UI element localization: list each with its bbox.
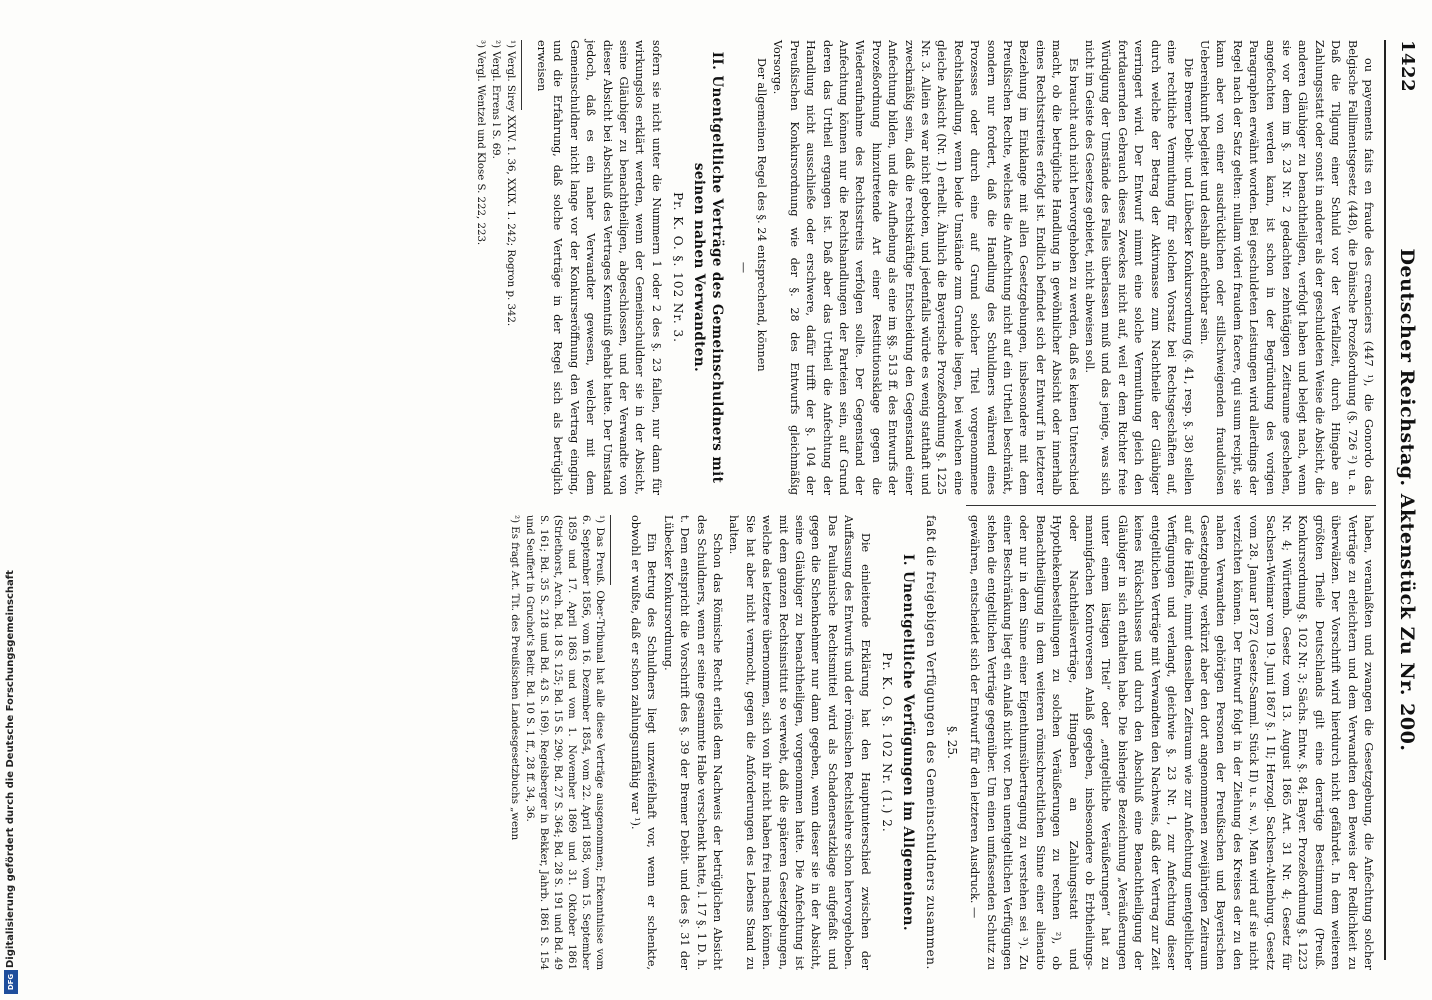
footnote: ¹) Das Preuß. Ober-Tribunal hat alle diese Verträge ausgenommen; Erkenntnisse vom 6. September 1856, vom 16. Dezember 1854, vom 22. April 1858, vom 15. September 1859 und 17. April 1863 und vom 1. November 1869 und 31. Oktober 1861 (Striethorst, Arch. Bd. 18 S. 125; Bd. 15 S. 290; Bd. 27 S. 364; Bd. 28 S. 191 und Bd. 49 S. 161; Bd. 35 S. 218 und Bd. 43 S. 169). Regelsberger in Bekker, Jahrb. 1861 S. 154 und Seuffert in Gruchot's Beitr. Bd. 10 S. 1 ff., 28 ff. 34, 36.: [523, 515, 605, 970]
left-paragraph: Die Bremer Debit- und Lübecker Konkursordnung (§. 41, resp. §. 38) stellen eine rechtliche Vermuthung für solchen Vorsatz bei Rechtsgeschäften auf, durch welche der Betrag der Aktivmasse zum Nachtheile der Gläubiger verringert wird. Der Entwurf nimmt eine solche Vermuthung gleich den fortdauernden Gebrauch dieses Zweckes nicht auf, weil er dem Richter freie Würdigung der Umstände des Falles überlassen muß und das jenige, was sich nicht im Geiste des Gesetzes gebietet, nicht abweisen soll.: [1083, 40, 1195, 495]
right-section-paragraph: Die einleitende Erklärung hat den Hauptunterschied zwischen der Auffassung des Entwurfs und der römischen Rechtslehre schon hervorgehoben. Das Paulianische Rechtsmittel wird als Schadenersatzklage aufgefaßt und gegen die Schenknehmer nur dann gegeben, wenn dieser sie in der Absicht, seine Gläubiger zu benachtheiligen, vorgenommen hatte. Die Anfechtung ist mit dem ganzen Rechtsinstitut so verwebt, daß die späteren Gesetzgebungen, welche das letztere übernommen, sich von ihr nicht haben frei machen können. Sie hat aber nicht vermocht, gegen die Anforderungen des Lebens Stand zu halten.: [727, 515, 872, 970]
right-column: [507, 515, 1376, 970]
dfg-logo: DFG: [4, 970, 18, 994]
footnote: ¹) Vergl. Sirey XXIV. 1. 36, XXIX. 1. 242; Rogron p. 342.: [505, 40, 517, 327]
digitization-note: [0, 0, 22, 1000]
left-section-paragraph: sofern sie nicht unter die Nummern 1 oder 2 des §. 23 fallen, nur dann für wirkungslos erklärt werden, wenn der Gemeinschuldner sie in der Absicht, seine Gläubiger zu benachtheiligen, abgeschlossen, und der Verwandte von dieser Absicht bei Abschluß des Vertrages Kenntniß gehabt hatte. Der Umstand jedoch, daß es ein naher Verwandter gewesen, welcher mit dem Gemeinschuldner nicht lange vor der Konkurseröffnung den Vertrag einging, und die Erfahrung, daß solche Verträge in der Regel sich als betrüglich erweisen: [534, 40, 663, 495]
digitization-text: Digitalisierung gefördert durch die Deutsche Forschungsgemeinschaft: [5, 570, 16, 968]
footnote: ³) Vergl. Wentzel und Klose S. 222, 223.: [475, 40, 487, 246]
section-heading-ii: II. Unentgeltliche Verträge des Gemeinschuldners mit seinen nahen Verwandten.: [691, 51, 726, 484]
right-paragraph: haben, veranlaßten und zwangen die Gesetzgebung, die Anfechtung solcher Verträge zu erleichtern und dem Verwandten den Beweis der Redlichkeit zu überwälzen. Der Vorschrift wird hierdurch nicht gefährdet. In dem weiteren größten Theile Deutschlands gilt eine derartige Bestimmung (Preuß. Konkursordnung §. 102 Nr. 3; Sächs. Entw. §. 84; Bayer. Prozeßordnung §. 1223 Nr. 4; Württemb. Gesetz vom 13. August 1865 Art. 31 Nr. 4; Gesetz für Sachsen-Weimar vom 19. Juni 1867 §. 1 II; Herzogl. Sachsen-Altenburg. Gesetz vom 28. Januar 1872 (Gesetz-Samml. Stück II) u. s. w.). Man wird auf sie nicht verzichten können. Der Entwurf folgt in der Ziehung des Kreises der zu den nahen Verwandten gehörigen Personen der Preußischen und Bayerischen Gesetzgebung, verkürzt aber den dort angenommenen zweijährigen Zeitraum auf die Hälfte, nimmt denselben Zeitraum wie zur Anfechtung unentgeltlicher Verfügungen und verlangt, gleichwie §. 23 Nr. 1, zur Anfechtung dieser entgeltlichen Verträge mit Verwandten den Nachweis, daß der Vertrag zur Zeit keines Rückschlusses und durch den Abschluß eine Benachtheiligung der Gläubiger in sich enthalten habe. Die bisherige Bezeichnung „Veräußerungen unter einem lästigen Titel“ oder „entgeltliche Veräußerungen“ hat zu mannigfachen Kontroversen Anlaß gegeben, insbesondere ob Erbtheilungs- oder Nachtheilsverträge, Hingaben an Zahlungsstatt und Hypothekenbestellungen zu solchen Veräußerungen zu rechnen ²), ob Benachtheiligung in dem weiteren römischrechtlichen Sinne einer alienatio oder nur in dem Sinne einer Eigenthumsübertragung zu verstehen sei ³). Zu einer Beschränkung liegt ein Anlaß nicht vor. Den unentgeltlichen Verfügungen stehen die entgeltlichen Verträge gegenüber. Um einen umfassenden Schutz zu gewähren, entscheidet sich der Entwurf für den letzteren Ausdruck. —: [968, 515, 1375, 970]
paragraph-title: faßt die freigebigen Verfügungen des Gemeinschuldners zusammen.: [924, 515, 939, 970]
footnote-rule: [522, 40, 523, 110]
footnote: ²) Es fragt Art. Tit. des Preußischen Landesgesetzbuchs „wenn: [508, 515, 520, 841]
left-column: [474, 40, 1377, 495]
paragraph-number: §. 25.: [944, 726, 959, 759]
right-section-paragraph: Ein Betrug des Schuldners liegt unzweifelhaft vor, wenn er schenkte, obwohl er wußte, daß er schon zahlungsunfähig war ¹).: [628, 515, 659, 970]
left-paragraph: Es braucht auch nicht hervorgehoben zu werden, daß es keinen Unterschied macht, ob die betrügliche Handlung in gewöhnlicher Absicht oder innerhalb eines Rechtsstreites erfolgt ist. Endlich befindet sich der Entwurf in letzterer Beziehung im Einklange mit allen Gesetzgebungen, insbesondere mit dem Preußischen Rechte, welches die Anfechtung nicht auf ein Urtheil beschränkt, sondern nur fordert, daß die Handlung des Schuldners während eines Prozesses oder durch eine auf Grund solcher Titel vorgenommene Rechtshandlung, wenn beide Umstände zum Grunde liegen, bei welchen eine gleiche Absicht (Nr. 1) erhellt. Ähnlich die Bayerische Prozeßordnung §. 1225 Nr. 3. Allein es war nicht geboten, und jedenfalls würde es wenig statthaft und zweckmäßig sein, daß die rechtskräftige Entscheidung den Gegenstand einer Anfechtung bilden, und die Aufhebung als eine im §§. 513 ff. des Entwurfs der Prozeßordnung hinzutretende Art einer Restitutionsklage gegen die Wiederaufnahme des Rechtsstreits verfolgen sollte. Der Gegenstand der Anfechtung können nur die Rechtshandlungen der Parteien sein, auf Grund deren das Urtheil ergangen ist. Daß aber das Urtheil die Anfechtung der Handlung nicht ausschließe oder erschwere, dafür trifft der §. 104 der Preußischen Konkursordnung wie der §. 28 des Entwurfs gleichmäßig Vorsorge.: [771, 40, 1080, 495]
header-rule: [1384, 40, 1386, 960]
separator-dash: —: [736, 261, 750, 274]
left-paragraph: Der allgemeinen Regel des §. 24 entsprechend, können: [754, 58, 768, 372]
column-divider: [966, 505, 1376, 506]
section-reference: Pr. K. O. §. 102 Nr. (1.) 2.: [880, 652, 895, 833]
footnote-rule: [610, 515, 611, 585]
page-number: 1422: [1397, 40, 1418, 93]
section-heading-i: I. Unentgeltliche Verfügungen im Allgemeinen.: [900, 554, 917, 931]
left-paragraph: ou payements faits en fraude des creanciers (447 ¹), die Gonordo das Belgische Fallimentsgesetz (448), die Dänische Prozeßordnung (§. 726 ²) u. a. Daß die Tilgung einer Schuld vor der Verfallzeit, durch Hingabe an Zahlungsstatt oder sonst in anderer als der geschuldeten Weise die Absicht, die anderen Gläubiger zu benachtheiligen, verfolgt haben und belegt nach, wenn sie vor dem im §. 23 Nr. 2 gedachten zehntägigen Zeitraume geschehen, angefochten werden kann, ist schon in der Begründung des vorigen Paragraphen erwähnt worden. Bei geschuldeten Leistungen wird allerdings der Regel nach der Satz gelten: nullam videri fraudem facere, qui suum recipit, sie kann aber von einer ausdrücklichen oder stillschweigenden fraudulösen Uebereinkunft begleitet und deshalb anfechtbar sein.: [1197, 40, 1375, 495]
footnote: ²) Vergl. Errens l S. 69.: [490, 40, 502, 159]
right-section-paragraph: Schon das Römische Recht erließ dem Nachweis der betrüglichen Absicht des Schuldners, wenn er seine gesammte Habe verschenkt hatte, l. 17 §. 1 D. h. t. Dem entspricht die Vorschrift des §. 39 der Bremer Debit- und des §. 31 der Lübecker Konkursordnung.: [661, 515, 724, 970]
running-head: [1392, 40, 1418, 960]
header-title: Deutscher Reichstag. Aktenstück Zu Nr. 200.: [1396, 248, 1418, 752]
section-reference: Pr. K. O. §. 102 Nr. 3.: [671, 192, 686, 343]
